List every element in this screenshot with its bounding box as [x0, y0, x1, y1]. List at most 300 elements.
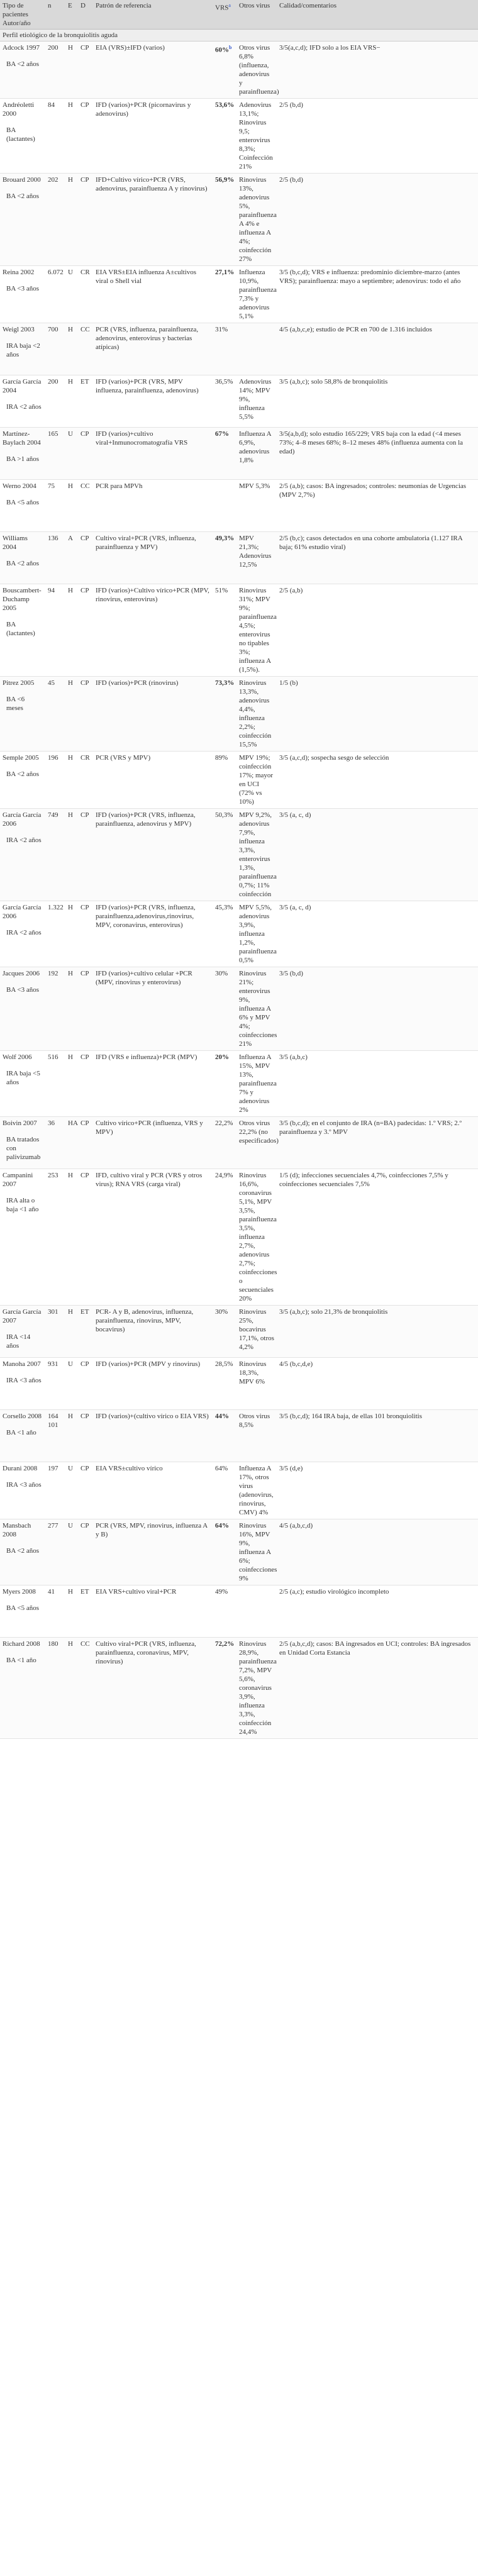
cell-vrs — [213, 901, 236, 967]
cell-calidad: 3/5 (d,e) — [277, 1462, 478, 1519]
cell-calidad: 3/5 (b,c,d); VRS e influenza: predominio diciembre-marzo (antes VRS); parainfluenza: mayo a septiembre; adenovirus: todo el año — [277, 266, 478, 323]
cell-otros: Rinovirus 28,9%, parainfluenza 7,2%, MPV 5,6%, coronavirus 3,9%, influenza 3,3%, coinfección 24,4% — [236, 1638, 277, 1739]
cell-calidad: 2/5 (a,b,c,d); casos: BA ingresados en UCI; controles: BA ingresados en Unidad Corta Estancia — [277, 1638, 478, 1739]
table-header-row — [0, 0, 478, 30]
cell-autor: Jacques 2006 — [3, 970, 40, 977]
cell-patron: IFD, cultivo viral y PCR (VRS y otros virus); RNA VRS (carga viral) — [93, 1169, 213, 1306]
cell-calidad: 3/5 (a, c, d) — [277, 901, 478, 967]
cell-calidad: 4/5 (b,c,d,e) — [277, 1358, 478, 1410]
cell-autor-tipo — [0, 375, 45, 428]
cell-e: H — [65, 480, 78, 532]
table-row — [0, 375, 478, 428]
cell-otros: Otros virus 6,8% (influenza, adenovirus y parainfluenza) — [236, 42, 277, 99]
cell-calidad: 2/5 (b,d) — [277, 99, 478, 174]
cell-autor: García García 2007 — [3, 1308, 42, 1324]
cell-vrs-value: 50,3% — [215, 811, 233, 819]
cell-n: 41 — [45, 1585, 65, 1638]
cell-calidad: 3/5 (a,b,c) — [277, 1051, 478, 1117]
cell-autor-tipo — [0, 99, 45, 174]
cell-vrs — [213, 1585, 236, 1638]
section-row — [0, 30, 478, 42]
cell-patron: IFD (varios)+(cultivo vírico o EIA VRS) — [93, 1410, 213, 1462]
cell-vrs — [213, 480, 236, 532]
cell-e: U — [65, 1462, 78, 1519]
cell-calidad: 3/5 (a, c, d) — [277, 809, 478, 901]
table-row — [0, 901, 478, 967]
cell-patron: EIA VRS±EIA influenza A±cultivos viral o Shell vial — [93, 266, 213, 323]
cell-d: CP — [78, 1519, 93, 1585]
cell-autor: Boivin 2007 — [3, 1119, 37, 1127]
cell-autor-tipo — [0, 584, 45, 677]
cell-e: U — [65, 266, 78, 323]
cell-tipo: IRA baja <2 años — [6, 342, 40, 358]
cell-autor-tipo — [0, 428, 45, 480]
cell-vrs — [213, 428, 236, 480]
cell-autor: Durani 2008 — [3, 1465, 38, 1472]
cell-e: H — [65, 1638, 78, 1739]
cell-d: CP — [78, 677, 93, 752]
cell-autor-tipo — [0, 1519, 45, 1585]
cell-patron: IFD (varios)+cultivo celular +PCR (MPV, rinovirus y enterovirus) — [93, 967, 213, 1051]
cell-otros: Adenovirus 14%; MPV 9%, influenza 5,5% — [236, 375, 277, 428]
cell-otros: Rinovirus 18,3%, MPV 6% — [236, 1358, 277, 1410]
cell-d: ET — [78, 1306, 93, 1358]
cell-autor-tipo — [0, 42, 45, 99]
cell-patron: IFD (varios)+cultivo viral+Inmunocromatografía VRS — [93, 428, 213, 480]
cell-otros: Rinovirus 31%; MPV 9%; parainfluenza 4,5%; enterovirus no tipables 3%; influenza A (1,5%). — [236, 584, 277, 677]
cell-vrs-value: 20% — [215, 1053, 229, 1061]
cell-e: A — [65, 532, 78, 584]
cell-tipo: IRA <3 años — [6, 1481, 42, 1489]
cell-autor-tipo — [0, 752, 45, 809]
cell-patron: IFD (VRS e influenza)+PCR (MPV) — [93, 1051, 213, 1117]
cell-autor-tipo — [0, 1358, 45, 1410]
cell-autor-tipo — [0, 480, 45, 532]
cell-vrs-value: 45,3% — [215, 904, 233, 911]
cell-vrs-value: 53,6% — [215, 101, 235, 109]
cell-autor: Reina 2002 — [3, 269, 35, 276]
cell-d: CP — [78, 1117, 93, 1169]
table-row — [0, 42, 478, 99]
cell-calidad: 1/5 (d); infecciones secuenciales 4,7%, coinfecciones 7,5% y coinfecciones secuenciales 7,5% — [277, 1169, 478, 1306]
cell-autor: Weigl 2003 — [3, 326, 35, 333]
cell-vrs-value: 31% — [215, 326, 228, 333]
cell-autor: Williams 2004 — [3, 535, 28, 551]
cell-n: 202 — [45, 174, 65, 266]
cell-otros: MPV 19%; coinfección 17%; mayor en UCI (72% vs 10%) — [236, 752, 277, 809]
cell-vrs — [213, 752, 236, 809]
cell-tipo: BA tratados con palivizumab — [6, 1136, 41, 1161]
cell-calidad: 2/5 (b,d) — [277, 174, 478, 266]
table-row — [0, 1051, 478, 1117]
cell-vrs — [213, 375, 236, 428]
cell-d: CR — [78, 752, 93, 809]
header-vrs-footnote-link[interactable]: a — [228, 3, 231, 8]
cell-n: 6.072 — [45, 266, 65, 323]
cell-autor-tipo — [0, 1169, 45, 1306]
cell-d: CP — [78, 42, 93, 99]
cell-autor: García García 2006 — [3, 811, 42, 828]
table-row — [0, 1306, 478, 1358]
table-row — [0, 967, 478, 1051]
cell-vrs-value: 64% — [215, 1522, 229, 1530]
cell-otros: Influenza A 6,9%, adenovirus 1,8% — [236, 428, 277, 480]
cell-e: HA — [65, 1117, 78, 1169]
table-row — [0, 1585, 478, 1638]
cell-n: 196 — [45, 752, 65, 809]
cell-tipo: BA <2 años — [6, 192, 40, 200]
cell-patron: IFD (varios)+PCR (VRS, influenza, parainfluenza, adenovirus y MPV) — [93, 809, 213, 901]
cell-calidad: 3/5 (b,d) — [277, 967, 478, 1051]
cell-patron: EIA VRS+cultivo viral+PCR — [93, 1585, 213, 1638]
cell-vrs — [213, 99, 236, 174]
cell-autor: Richard 2008 — [3, 1640, 40, 1648]
cell-tipo: BA <6 meses — [6, 696, 25, 712]
cell-vrs-value: 49,3% — [215, 535, 235, 542]
cell-otros: Rinovirus 13,3%, adenovirus 4,4%, influenza 2,2%; coinfección 15,5% — [236, 677, 277, 752]
cell-otros: Influenza 10,9%, parainfluenza 7,3% y adenovirus 5,1% — [236, 266, 277, 323]
cell-e: H — [65, 1306, 78, 1358]
header-vrs-label: VRS — [215, 4, 229, 12]
cell-n: 45 — [45, 677, 65, 752]
cell-autor-tipo — [0, 323, 45, 375]
cell-autor: García García 2006 — [3, 904, 42, 920]
cell-d: CP — [78, 967, 93, 1051]
cell-calidad: 2/5 (a,c); estudio virológico incompleto — [277, 1585, 478, 1638]
cell-vrs-value: 73,3% — [215, 679, 235, 687]
cell-n: 36 — [45, 1117, 65, 1169]
cell-otros: Rinovirus 13%, adenovirus 5%, parainfluenza A 4% e influenza A 4%; coinfección 27% — [236, 174, 277, 266]
cell-otros — [236, 323, 277, 375]
cell-n: 277 — [45, 1519, 65, 1585]
cell-d: CP — [78, 809, 93, 901]
table-row — [0, 1117, 478, 1169]
cell-e: H — [65, 809, 78, 901]
cell-autor-tipo — [0, 967, 45, 1051]
header-n: n — [45, 0, 65, 30]
cell-tipo: BA <1 año — [6, 1657, 36, 1664]
cell-otros: MPV 5,3% — [236, 480, 277, 532]
cell-autor: Wolf 2006 — [3, 1053, 32, 1061]
cell-vrs-value: 67% — [215, 430, 229, 438]
cell-n: 197 — [45, 1462, 65, 1519]
cell-e: U — [65, 428, 78, 480]
cell-calidad: 4/5 (a,b,c,e); estudio de PCR en 700 de 1.316 incluidos — [277, 323, 478, 375]
cell-n: 516 — [45, 1051, 65, 1117]
cell-calidad: 3/5 (a,c,d); sospecha sesgo de selección — [277, 752, 478, 809]
cell-autor: Corsello 2008 — [3, 1413, 42, 1420]
cell-calidad: 2/5 (a,b); casos: BA ingresados; controles: neumonías de Urgencias (MPV 2,7%) — [277, 480, 478, 532]
cell-patron: PCR (VRS, MPV, rinovirus, influenza A y B) — [93, 1519, 213, 1585]
cell-autor: Martínez-Baylach 2004 — [3, 430, 41, 447]
cell-vrs-value: 24,9% — [215, 1172, 233, 1179]
cell-autor-tipo — [0, 1117, 45, 1169]
cell-n: 180 — [45, 1638, 65, 1739]
cell-n: 749 — [45, 809, 65, 901]
cell-d: CP — [78, 584, 93, 677]
cell-calidad: 3/5 (b,c,d); en el conjunto de IRA (n=BA) padecidas: 1.º VRS; 2.º parainfluenza y 3.º MPV — [277, 1117, 478, 1169]
cell-d: ET — [78, 1585, 93, 1638]
cell-e: U — [65, 1358, 78, 1410]
cell-autor-tipo — [0, 677, 45, 752]
table-row — [0, 1638, 478, 1739]
cell-n: 200 — [45, 42, 65, 99]
cell-e: H — [65, 1051, 78, 1117]
cell-vrs — [213, 1462, 236, 1519]
cell-otros: MPV 21,3%; Adenovirus 12,5% — [236, 532, 277, 584]
cell-tipo: IRA alta o baja <1 año — [6, 1197, 39, 1213]
cell-autor-tipo — [0, 1585, 45, 1638]
table-row — [0, 428, 478, 480]
cell-tipo: IRA <3 años — [6, 1377, 42, 1384]
cell-n: 301 — [45, 1306, 65, 1358]
cell-d: CP — [78, 1462, 93, 1519]
cell-e: H — [65, 967, 78, 1051]
table-row — [0, 1519, 478, 1585]
cell-vrs — [213, 532, 236, 584]
cell-patron: IFD+Cultivo vírico+PCR (VRS, adenovirus, parainfluenza A y rinovirus) — [93, 174, 213, 266]
header-tipo: Tipo de pacientes Autor/año — [0, 0, 45, 30]
cell-calidad: 2/5 (a,b) — [277, 584, 478, 677]
cell-e: H — [65, 323, 78, 375]
cell-vrs — [213, 1410, 236, 1462]
header-e: E — [65, 0, 78, 30]
cell-patron: Cultivo vírico+PCR (influenza, VRS y MPV) — [93, 1117, 213, 1169]
cell-tipo: BA <3 años — [6, 285, 40, 292]
cell-n: 164 101 — [45, 1410, 65, 1462]
cell-patron: PCR- A y B, adenovirus, influenza, parainfluenza, rinovirus, MPV, bocavirus) — [93, 1306, 213, 1358]
cell-vrs — [213, 1051, 236, 1117]
cell-d: CP — [78, 1358, 93, 1410]
cell-patron: IFD (varios)+PCR (VRS, MPV influenza, parainfluenza, adenovirus) — [93, 375, 213, 428]
cell-d: CP — [78, 99, 93, 174]
cell-vrs-value: 89% — [215, 754, 228, 762]
cell-patron: Cultivo viral+PCR (VRS, influenza, parainfluenza y MPV) — [93, 532, 213, 584]
cell-patron: PCR (VRS, influenza, parainfluenza, adenovirus, enterovirus y bacterias atípicas) — [93, 323, 213, 375]
cell-vrs-value: 56,9% — [215, 176, 235, 184]
cell-vrs — [213, 1358, 236, 1410]
cell-vrs-value: 60% — [215, 46, 229, 54]
cell-tipo: BA (lactantes) — [6, 126, 35, 143]
cell-autor-tipo — [0, 266, 45, 323]
header-patron: Patrón de referencia — [93, 0, 213, 30]
cell-otros: Influenza A 17%, otros virus (adenovirus, rinovirus, CMV) 4% — [236, 1462, 277, 1519]
cell-e: H — [65, 677, 78, 752]
cell-e: H — [65, 901, 78, 967]
cell-vrs — [213, 584, 236, 677]
cell-tipo: IRA <2 años — [6, 929, 42, 936]
cell-d: CC — [78, 1638, 93, 1739]
cell-n: 136 — [45, 532, 65, 584]
cell-patron: PCR para MPVh — [93, 480, 213, 532]
cell-autor: Adcock 1997 — [3, 44, 40, 52]
cell-e: H — [65, 1410, 78, 1462]
cell-n: 931 — [45, 1358, 65, 1410]
cell-autor: Werno 2004 — [3, 482, 36, 490]
cell-otros: MPV 9,2%, adenovirus 7,9%, influenza 3,3%, enterovirus 1,3%, parainfluenza 0,7%; 11% coinfección — [236, 809, 277, 901]
cell-d: CP — [78, 428, 93, 480]
cell-autor: Pitrez 2005 — [3, 679, 35, 687]
cell-d: ET — [78, 375, 93, 428]
cell-vrs-value: 51% — [215, 587, 228, 594]
cell-vrs-value: 36,5% — [215, 378, 233, 386]
cell-vrs-value: 49% — [215, 1588, 228, 1596]
cell-n: 192 — [45, 967, 65, 1051]
cell-vrs-value: 64% — [215, 1465, 228, 1472]
cell-otros: Rinovirus 21%; enterovirus 9%, influenza A 6% y MPV 4%; coinfecciones 21% — [236, 967, 277, 1051]
cell-tipo: BA <2 años — [6, 770, 40, 778]
cell-calidad: 3/5(a,c,d); IFD solo a los EIA VRS− — [277, 42, 478, 99]
cell-autor-tipo — [0, 1462, 45, 1519]
cell-autor-tipo — [0, 532, 45, 584]
table-row — [0, 1169, 478, 1306]
cell-vrs-value: 30% — [215, 1308, 228, 1316]
cell-d: CP — [78, 1410, 93, 1462]
cell-d: CC — [78, 480, 93, 532]
cell-otros: Otros virus 22,2% (no especificados) — [236, 1117, 277, 1169]
cell-vrs-value: 72,2% — [215, 1640, 235, 1648]
cell-patron: EIA VRS±cultivo vírico — [93, 1462, 213, 1519]
cell-e: H — [65, 752, 78, 809]
cell-calidad: 1/5 (b) — [277, 677, 478, 752]
cell-patron: IFD (varios)+PCR (VRS, influenza, parainfluenza,adenovirus,rinovirus, MPV, coronavirus, enterovirus) — [93, 901, 213, 967]
cell-n: 1.322 — [45, 901, 65, 967]
cell-autor: Mansbach 2008 — [3, 1522, 31, 1538]
cell-calidad: 3/5 (a,b,c); solo 58,8% de bronquiolitis — [277, 375, 478, 428]
cell-autor-tipo — [0, 1306, 45, 1358]
cell-vrs-value: 28,5% — [215, 1360, 233, 1368]
cell-vrs — [213, 42, 236, 99]
cell-vrs — [213, 266, 236, 323]
cell-vrs — [213, 1169, 236, 1306]
cell-tipo: BA <5 años — [6, 1604, 40, 1612]
table-row — [0, 1358, 478, 1410]
cell-e: H — [65, 375, 78, 428]
cell-vrs-footnote-link[interactable]: b — [229, 45, 232, 50]
cell-vrs-value: 22,2% — [215, 1119, 233, 1127]
header-calidad: Calidad/comentarios — [277, 0, 478, 30]
table-row — [0, 677, 478, 752]
cell-vrs — [213, 1117, 236, 1169]
cell-d: CP — [78, 174, 93, 266]
cell-d: CP — [78, 1169, 93, 1306]
cell-autor: Campanini 2007 — [3, 1172, 33, 1188]
header-vrs — [213, 0, 236, 30]
cell-otros: Otros virus 8,5% — [236, 1410, 277, 1462]
cell-tipo: BA <2 años — [6, 1547, 40, 1555]
cell-otros: MPV 5,5%, adenovirus 3,9%, influenza 1,2%, parainfluenza 0,5% — [236, 901, 277, 967]
table-row — [0, 752, 478, 809]
cell-vrs — [213, 323, 236, 375]
cell-otros: Adenovirus 13,1%; Rinovirus 9,5; enterovirus 8,3%; Coinfección 21% — [236, 99, 277, 174]
cell-d: CP — [78, 532, 93, 584]
cell-n: 75 — [45, 480, 65, 532]
cell-d: CC — [78, 323, 93, 375]
cell-patron: IFD (varios)+Cultivo vírico+PCR (MPV, rinovirus, enterovirus) — [93, 584, 213, 677]
cell-e: U — [65, 1519, 78, 1585]
cell-autor-tipo — [0, 1410, 45, 1462]
cell-autor: Myers 2008 — [3, 1588, 36, 1596]
table-row — [0, 480, 478, 532]
cell-otros: Rinovirus 25%, bocavirus 17,1%, otros 4,2% — [236, 1306, 277, 1358]
cell-autor-tipo — [0, 1638, 45, 1739]
table-row — [0, 584, 478, 677]
cell-patron: IFD (varios)+PCR (rinovirus) — [93, 677, 213, 752]
cell-d: CP — [78, 901, 93, 967]
cell-vrs — [213, 677, 236, 752]
cell-vrs — [213, 967, 236, 1051]
table-row — [0, 532, 478, 584]
cell-patron: IFD (varios)+PCR (picornavirus y adenovirus) — [93, 99, 213, 174]
table-row — [0, 809, 478, 901]
cell-tipo: BA <5 años — [6, 499, 40, 506]
cell-tipo: BA <1 año — [6, 1429, 36, 1436]
cell-otros — [236, 1585, 277, 1638]
cell-otros: Rinovirus 16,6%, coronavirus 5,1%, MPV 3,5%, parainfluenza 3,5%, influenza 2,7%, adenovirus 2,7%; coinfecciones o secuenciales 20% — [236, 1169, 277, 1306]
cell-calidad: 3/5 (a,b,c); solo 21,3% de bronquiolitis — [277, 1306, 478, 1358]
cell-autor: Manoha 2007 — [3, 1360, 41, 1368]
cell-patron: EIA (VRS)±IFD (varios) — [93, 42, 213, 99]
cell-n: 700 — [45, 323, 65, 375]
cell-n: 94 — [45, 584, 65, 677]
table-row — [0, 1462, 478, 1519]
table-row — [0, 99, 478, 174]
table-row — [0, 266, 478, 323]
cell-e: H — [65, 174, 78, 266]
table-row — [0, 1410, 478, 1462]
cell-autor-tipo — [0, 1051, 45, 1117]
cell-autor-tipo — [0, 174, 45, 266]
cell-tipo: BA <2 años — [6, 60, 40, 68]
table-row — [0, 323, 478, 375]
cell-patron: Cultivo viral+PCR (VRS, influenza, parainfluenza, coronavirus, MPV, rinovirus) — [93, 1638, 213, 1739]
cell-autor: Semple 2005 — [3, 754, 39, 762]
cell-e: H — [65, 42, 78, 99]
cell-e: H — [65, 1169, 78, 1306]
cell-e: H — [65, 1585, 78, 1638]
header-d: D — [78, 0, 93, 30]
cell-calidad: 4/5 (a,b,c,d) — [277, 1519, 478, 1585]
cell-tipo: BA (lactantes) — [6, 621, 35, 637]
cell-autor-tipo — [0, 809, 45, 901]
cell-n: 200 — [45, 375, 65, 428]
cell-calidad: 2/5 (b,c); casos detectados en una cohorte ambulatoria (1.127 IRA baja; 61% estudio viral) — [277, 532, 478, 584]
cell-vrs-value: 30% — [215, 970, 228, 977]
cell-tipo: IRA <2 años — [6, 836, 42, 844]
cell-calidad: 3/5(a,b,d); solo estudio 165/229; VRS baja con la edad (<4 meses 73%; 4–8 meses 68%; 8–12 meses 48% (influenza aumenta con la edad) — [277, 428, 478, 480]
table-row — [0, 174, 478, 266]
cell-tipo: BA <2 años — [6, 560, 40, 567]
cell-autor: García García 2004 — [3, 378, 42, 394]
cell-autor: Bouscambert-Duchamp 2005 — [3, 587, 42, 612]
cell-calidad: 3/5 (b,c,d); 164 IRA baja, de ellas 101 bronquiolitis — [277, 1410, 478, 1462]
cell-otros: Influenza A 15%, MPV 13%, parainfluenza 7% y adenovirus 2% — [236, 1051, 277, 1117]
cell-vrs — [213, 809, 236, 901]
cell-vrs — [213, 1306, 236, 1358]
cell-patron: IFD (varios)+PCR (MPV y rinovirus) — [93, 1358, 213, 1410]
cell-n: 165 — [45, 428, 65, 480]
cell-vrs — [213, 1638, 236, 1739]
cell-d: CR — [78, 266, 93, 323]
cell-tipo: IRA baja <5 años — [6, 1070, 40, 1086]
cell-vrs — [213, 1519, 236, 1585]
cell-tipo: IRA <14 años — [6, 1333, 31, 1350]
header-otros: Otros virus — [236, 0, 277, 30]
cell-e: H — [65, 99, 78, 174]
cell-n: 84 — [45, 99, 65, 174]
cell-autor: Andréoletti 2000 — [3, 101, 35, 118]
cell-vrs-value: 44% — [215, 1413, 229, 1420]
